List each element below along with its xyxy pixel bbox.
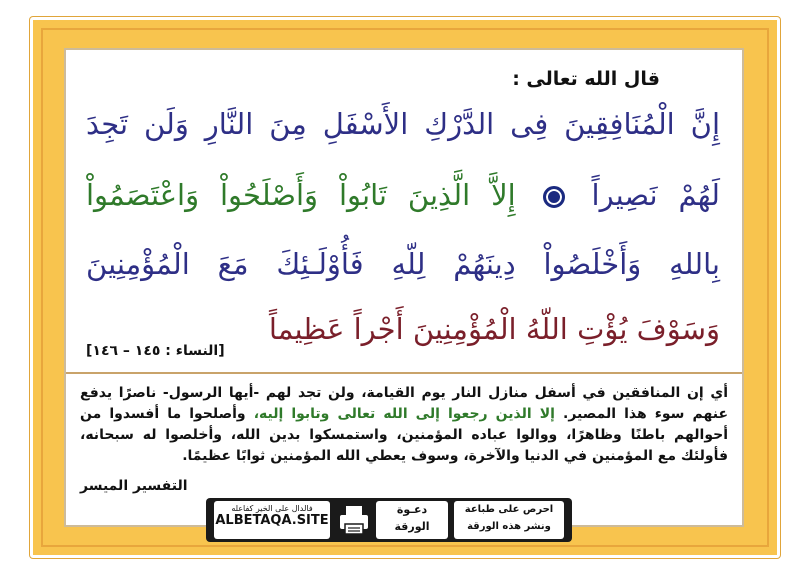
verse-line-2-part-b: إِلاَّ الَّذِينَ تَابُواْ وَأَصْلَحُواْ وَاعْتَصَمُواْ bbox=[86, 178, 516, 212]
dawat-alwaraqa-logo bbox=[376, 501, 448, 539]
verse-line-1: إِنَّ الْمُنَافِقِينَ فِى الدَّرْكِ الأَسْفَلِ مِنَ النَّارِ وَلَن تَجِدَ bbox=[86, 107, 720, 141]
section-divider bbox=[66, 372, 742, 374]
site-badge[interactable] bbox=[214, 501, 330, 539]
verse-line-4: وَسَوْفَ يُؤْتِ اللّهُ الْمُؤْمِنِينَ أَجْراً عَظِيماً bbox=[268, 312, 720, 346]
tafsir-part-2: إلا الذين رجعوا إلى الله تعالى وتابوا إليه، bbox=[253, 406, 555, 422]
qala-heading: قال الله تعالى : bbox=[512, 68, 660, 90]
site-url[interactable]: ALBETAQA.SITE bbox=[215, 513, 329, 528]
cta-line-1: احرص على طباعة bbox=[464, 504, 554, 515]
tafsir-part-1: أي إن المنافقين في أسفل منازل النار يوم القيامة، ولن تجد لهم -أيها الرسول- ناصرًا يدفع عنهم سوء هذا المصير. bbox=[80, 385, 729, 422]
tafsir-part-3: وأصلحوا ما أفسدوا من أحوالهم باطنًا وظاهرًا، ووالوا عباده المؤمنين، واستمسكوا بدين الله، وأخلصوا له سبحانه، فأولئك مع المؤمنين في الدنيا والآخرة، وسوف يعطي الله المؤمنين ثوابًا عظيمًا. bbox=[80, 406, 728, 464]
footer-bar bbox=[206, 498, 572, 542]
logo-line-1: دعـوة bbox=[396, 503, 428, 516]
printer-icon bbox=[336, 502, 372, 538]
cta-line-2: ونشر هذه الورقة bbox=[467, 521, 551, 532]
verse-line-2-part-a: لَهُمْ نَصِيراً bbox=[591, 178, 720, 212]
verse-section bbox=[68, 52, 738, 373]
verse-line-2 bbox=[86, 175, 720, 215]
verse-reference: [النساء : ١٤٥ – ١٤٦] bbox=[86, 343, 225, 359]
verse-line-3: بِاللهِ وَأَخْلَصُواْ دِينَهُمْ لِلّهِ فَأُوْلَـئِكَ مَعَ الْمُؤْمِنِينَ bbox=[86, 247, 720, 281]
tafsir-text bbox=[80, 383, 728, 467]
tafsir-source: التفسير الميسر bbox=[80, 478, 188, 494]
logo-line-2: الورقة bbox=[394, 520, 430, 533]
hadith-text: فالدال على الخير كفاعله bbox=[231, 504, 313, 513]
print-cta bbox=[454, 501, 564, 539]
ayah-end-icon bbox=[543, 186, 565, 208]
card-page bbox=[64, 48, 744, 527]
